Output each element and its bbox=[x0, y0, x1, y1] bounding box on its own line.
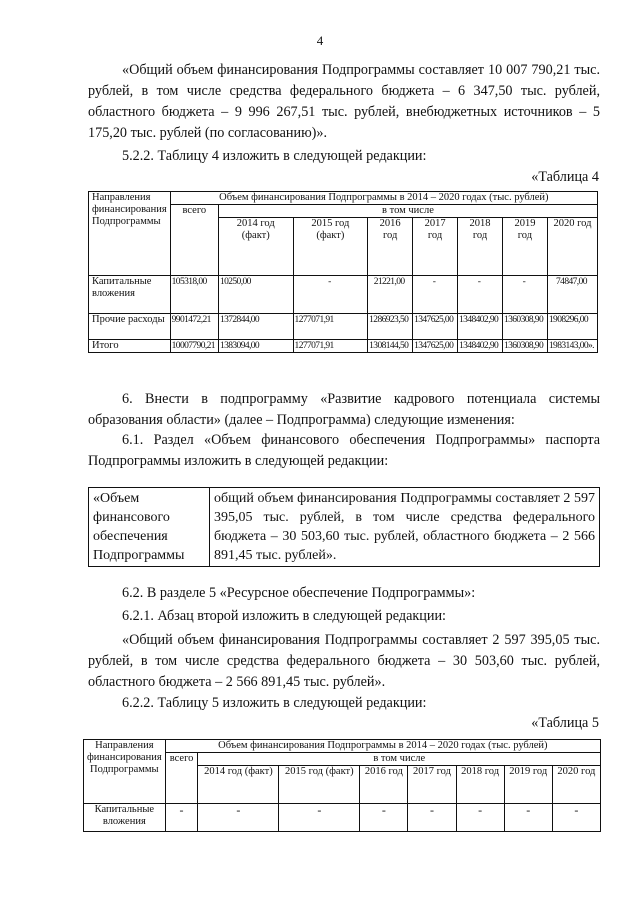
table4-year: 2020 год bbox=[547, 218, 597, 276]
table5-cell: - bbox=[165, 804, 198, 832]
table4-label: «Таблица 4 bbox=[531, 169, 599, 185]
table5-head-incl: в том числе bbox=[198, 753, 601, 766]
table4-cell: - bbox=[458, 276, 503, 314]
table5-cell: - bbox=[456, 804, 504, 832]
table4-cell: 1308144,50 bbox=[368, 340, 413, 353]
table5-cell: - bbox=[504, 804, 552, 832]
table4-cell: 9901472,21 bbox=[170, 314, 218, 340]
table4-cell: 10250,00 bbox=[218, 276, 293, 314]
paragraph-section-6: 6. Внести в подпрограмму «Развитие кадрового потенциала системы образования области» (далее – Подпрограмма) следующие изменения: bbox=[88, 391, 600, 428]
table5-year: 2020 год bbox=[552, 766, 600, 804]
table4-head-direction: Направления финансирования Подпрограммы bbox=[89, 192, 171, 276]
table4-year: 2015 год (факт) bbox=[293, 218, 368, 276]
table5-year: 2017 год bbox=[408, 766, 456, 804]
table4-cell: 1348402,90 bbox=[458, 314, 503, 340]
table4-cell: 10007790,21 bbox=[170, 340, 218, 353]
table4-head-incl: в том числе bbox=[218, 205, 597, 218]
table5-year: 2016 год bbox=[360, 766, 408, 804]
table4-cell: 74847,00 bbox=[547, 276, 597, 314]
table4-head-volume: Объем финансирования Подпрограммы в 2014 – 2020 годах (тыс. рублей) bbox=[170, 192, 597, 205]
table4-year: 2016 год bbox=[368, 218, 413, 276]
table5-year: 2019 год bbox=[504, 766, 552, 804]
table5-year: 2014 год (факт) bbox=[198, 766, 279, 804]
passport-box-left: «Объем финансового обеспечения Подпрограммы bbox=[89, 488, 210, 567]
table5-head-direction: Направления финансирования Подпрограммы bbox=[84, 740, 166, 804]
table4-cell: 21221,00 bbox=[368, 276, 413, 314]
table4-cell: 1372844,00 bbox=[218, 314, 293, 340]
page-number: 4 bbox=[316, 33, 324, 48]
table4-cell: 1360308,90 bbox=[502, 314, 547, 340]
table4-cell: 1347625,00 bbox=[413, 314, 458, 340]
table4-cell: 1277071,91 bbox=[293, 340, 368, 353]
paragraph-6-1: 6.1. Раздел «Объем финансового обеспечения Подпрограммы» паспорта Подпрограммы изложить в следующей редакции: bbox=[88, 432, 600, 469]
table5-head-volume: Объем финансирования Подпрограммы в 2014 – 2020 годах (тыс. рублей) bbox=[165, 740, 600, 753]
paragraph-6-2-1-text: «Общий объем финансирования Подпрограммы составляет 2 597 395,05 тыс. рублей, в том числе средства федерального бюджета – 30 503,60 тыс. рублей, областного бюджета – 2 566 891,45 тыс. рублей». bbox=[88, 632, 600, 690]
table5-year: 2015 год (факт) bbox=[279, 766, 360, 804]
table4-cell: 1277071,91 bbox=[293, 314, 368, 340]
paragraph-6-2-1: 6.2.1. Абзац второй изложить в следующей редакции: bbox=[122, 608, 446, 624]
passport-box-right: общий объем финансирования Подпрограммы составляет 2 597 395,05 тыс. рублей, в том числе средства федерального бюджета – 30 503,60 тыс. рублей, областного бюджета – 2 566 891,45 тыс. рублей». bbox=[210, 488, 600, 567]
table4-year: 2014 год (факт) bbox=[218, 218, 293, 276]
table-4 bbox=[88, 191, 598, 353]
table4-cell: 1348402,90 bbox=[458, 340, 503, 353]
table4-cell: - bbox=[413, 276, 458, 314]
table4-row-label: Прочие расходы bbox=[89, 314, 171, 340]
table5-cell: - bbox=[408, 804, 456, 832]
table4-year: 2017 год bbox=[413, 218, 458, 276]
table4-cell: 1286923,50 bbox=[368, 314, 413, 340]
table4-cell: - bbox=[293, 276, 368, 314]
table4-cell: - bbox=[502, 276, 547, 314]
paragraph-6-2: 6.2. В разделе 5 «Ресурсное обеспечение Подпрограммы»: bbox=[122, 585, 476, 601]
table5-head-total: всего bbox=[165, 753, 198, 804]
table4-head-total: всего bbox=[170, 205, 218, 276]
table4-cell: 1983143,00». bbox=[547, 340, 597, 353]
table5-label: «Таблица 5 bbox=[531, 715, 599, 731]
table4-year: 2019 год bbox=[502, 218, 547, 276]
table5-cell: - bbox=[198, 804, 279, 832]
table4-row-label: Капитальные вложения bbox=[89, 276, 171, 314]
table4-cell: 1383094,00 bbox=[218, 340, 293, 353]
table5-cell: - bbox=[360, 804, 408, 832]
table4-cell: 1347625,00 bbox=[413, 340, 458, 353]
paragraph-6-2-2: 6.2.2. Таблицу 5 изложить в следующей редакции: bbox=[122, 695, 427, 711]
passport-box bbox=[88, 487, 600, 567]
paragraph-table4-intro: 5.2.2. Таблицу 4 изложить в следующей редакции: bbox=[122, 148, 427, 164]
table5-row-label: Капитальные вложения bbox=[84, 804, 166, 832]
table4-year: 2018 год bbox=[458, 218, 503, 276]
table5-cell: - bbox=[279, 804, 360, 832]
table4-cell: 105318,00 bbox=[170, 276, 218, 314]
table4-row-label: Итого bbox=[89, 340, 171, 353]
table4-cell: 1908296,00 bbox=[547, 314, 597, 340]
table-5 bbox=[83, 739, 601, 832]
paragraph-total-financing: «Общий объем финансирования Подпрограммы составляет 10 007 790,21 тыс. рублей, в том числе средства федерального бюджета – 6 347,50 тыс. рублей, областного бюджета – 9 996 267,51 тыс. рублей, внебюджетных источников – 5 175,20 тыс. рублей (по согласованию)». bbox=[88, 62, 600, 141]
table5-year: 2018 год bbox=[456, 766, 504, 804]
table5-cell: - bbox=[552, 804, 600, 832]
table4-cell: 1360308,90 bbox=[502, 340, 547, 353]
